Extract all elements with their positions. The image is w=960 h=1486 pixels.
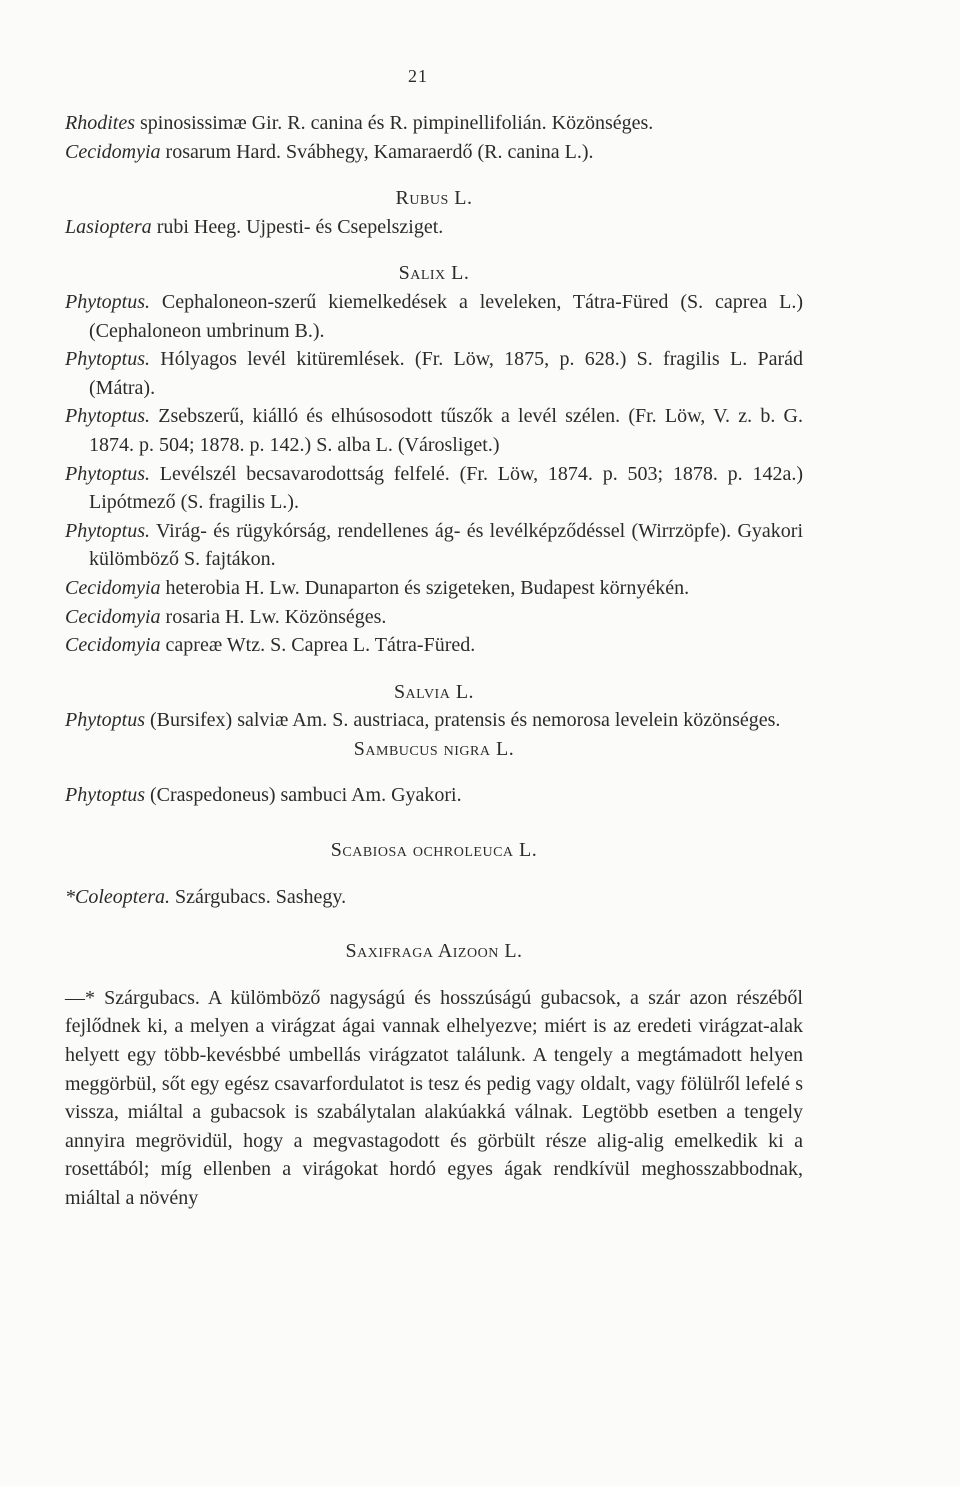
genus-name: *Coleoptera. <box>65 885 170 908</box>
heading-sambucus: Sambucus nigra L. <box>353 737 515 760</box>
entry-text: Zsebszerű, kiálló és elhúsosodott tűszők a levél szélen. (Fr. Löw, V. z. b. G. 1874. p. 504; 1878. p. 142.) S. alba L. (Városliget.) <box>89 405 803 456</box>
heading-salix: Salix L. <box>398 262 470 285</box>
genus-name: Lasioptera <box>65 215 152 238</box>
entry-text: rubi Heeg. Ujpesti- és Csepelsziget. <box>151 215 444 238</box>
entry-text: rosarum Hard. Svábhegy, Kamaraerdő (R. canina L.). <box>160 140 594 163</box>
heading-scabiosa: Scabiosa ochroleuca L. <box>330 839 538 862</box>
genus-name: Phytoptus. <box>65 290 150 313</box>
entry-lasioptera <box>65 213 803 242</box>
entry-text: Szárgubacs. Sashegy. <box>170 885 347 908</box>
entry-rhodites <box>65 109 803 138</box>
entry-text: spinosissimæ Gir. R. canina és R. pimpinellifolián. Közönséges. <box>135 112 654 134</box>
entry-phytoptus-4 <box>65 460 803 517</box>
entry-phytoptus-sambuci <box>65 781 803 810</box>
entry-text: Hólyagos levél kitüremlések. (Fr. Löw, 1875, p. 628.) S. fragilis L. Parád (Mátra). <box>89 348 803 399</box>
genus-name: Phytoptus. <box>65 519 150 542</box>
genus-name: Cecidomyia <box>65 605 161 628</box>
page-number: 21 <box>408 66 428 86</box>
entry-cecidomyia-capreae <box>65 631 803 660</box>
genus-name: Cecidomyia <box>65 634 161 657</box>
genus-name: Phytoptus. <box>65 405 150 428</box>
entry-text: (Bursifex) salviæ Am. S. austriaca, pratensis és nemorosa levelein közönséges. <box>145 709 781 732</box>
entry-phytoptus-5 <box>65 517 803 574</box>
entry-phytoptus-2 <box>65 345 803 402</box>
heading-rubus: Rubus L. <box>395 187 473 210</box>
entry-text: heterobia H. Lw. Dunaparton és szigeteken, Budapest környékén. <box>160 576 690 599</box>
page-content <box>65 109 803 1213</box>
entry-text: (Craspedoneus) sambuci Am. Gyakori. <box>145 784 462 807</box>
paragraph-text: —* Szárgubacs. A külömböző nagyságú és hosszúságú gubacsok, a szár azon részéből fejlődnek ki, a melyen a virágzat ágai vannak elhelyezve; miért is az eredeti virágzat-alak helyett egy több-kevésbbé umbellás virágzatot találunk. A tengely a megtámadott helyen meggörbül, sőt egy egész csavarfordulatot is tesz és pedig vagy oldalt, vagy fölülről lefelé s vissza, miáltal a gubacsok is szabálytalan alakúakká válnak. Legtöbb esetben a tengely annyira megrövidül, hogy a megvastagodott és görbült része alig-alig emelkedik ki a rosettából; míg ellenben a virágokat hordó egyes ágak rendkívül meghosszabbodnak, miáltal a növény <box>65 986 803 1209</box>
entry-cecidomyia-heterobia <box>65 574 803 603</box>
genus-name: Cecidomyia <box>65 576 161 599</box>
genus-name: Cecidomyia <box>65 140 161 163</box>
entry-phytoptus-3 <box>65 402 803 459</box>
heading-saxifraga: Saxifraga Aizoon L. <box>345 940 523 963</box>
entry-coleoptera <box>65 883 803 912</box>
genus-name: Rhodites <box>65 112 135 134</box>
genus-name: Phytoptus. <box>65 348 150 371</box>
body-paragraph <box>65 984 803 1213</box>
entry-text: Virág- és rügykórság, rendellenes ág- és levélképződéssel (Wirrzöpfe). Gyakori külömböző S. fajtákon. <box>89 519 803 571</box>
entry-cecidomyia-rosaria <box>65 603 803 632</box>
genus-name: Phytoptus <box>65 784 145 807</box>
entry-text: capreæ Wtz. S. Caprea L. Tátra-Füred. <box>160 634 476 657</box>
entry-text: rosaria H. Lw. Közönséges. <box>160 605 387 628</box>
entry-text: Cephaloneon-szerű kiemelkedések a leveleken, Tátra-Füred (S. caprea L.) (Cephaloneon umbrinum B.). <box>89 290 803 342</box>
entry-cecidomyia-rosarum <box>65 138 803 167</box>
heading-salvia: Salvia L. <box>393 680 475 703</box>
entry-phytoptus-1 <box>65 288 803 345</box>
entry-text: Levélszél becsavarodottság felfelé. (Fr. Löw, 1874. p. 503; 1878. p. 142a.) Lipótmező (S. fragilis L.). <box>89 462 803 514</box>
genus-name: Phytoptus <box>65 709 145 732</box>
entry-phytoptus-salviae <box>65 706 803 735</box>
genus-name: Phytoptus. <box>65 462 150 485</box>
